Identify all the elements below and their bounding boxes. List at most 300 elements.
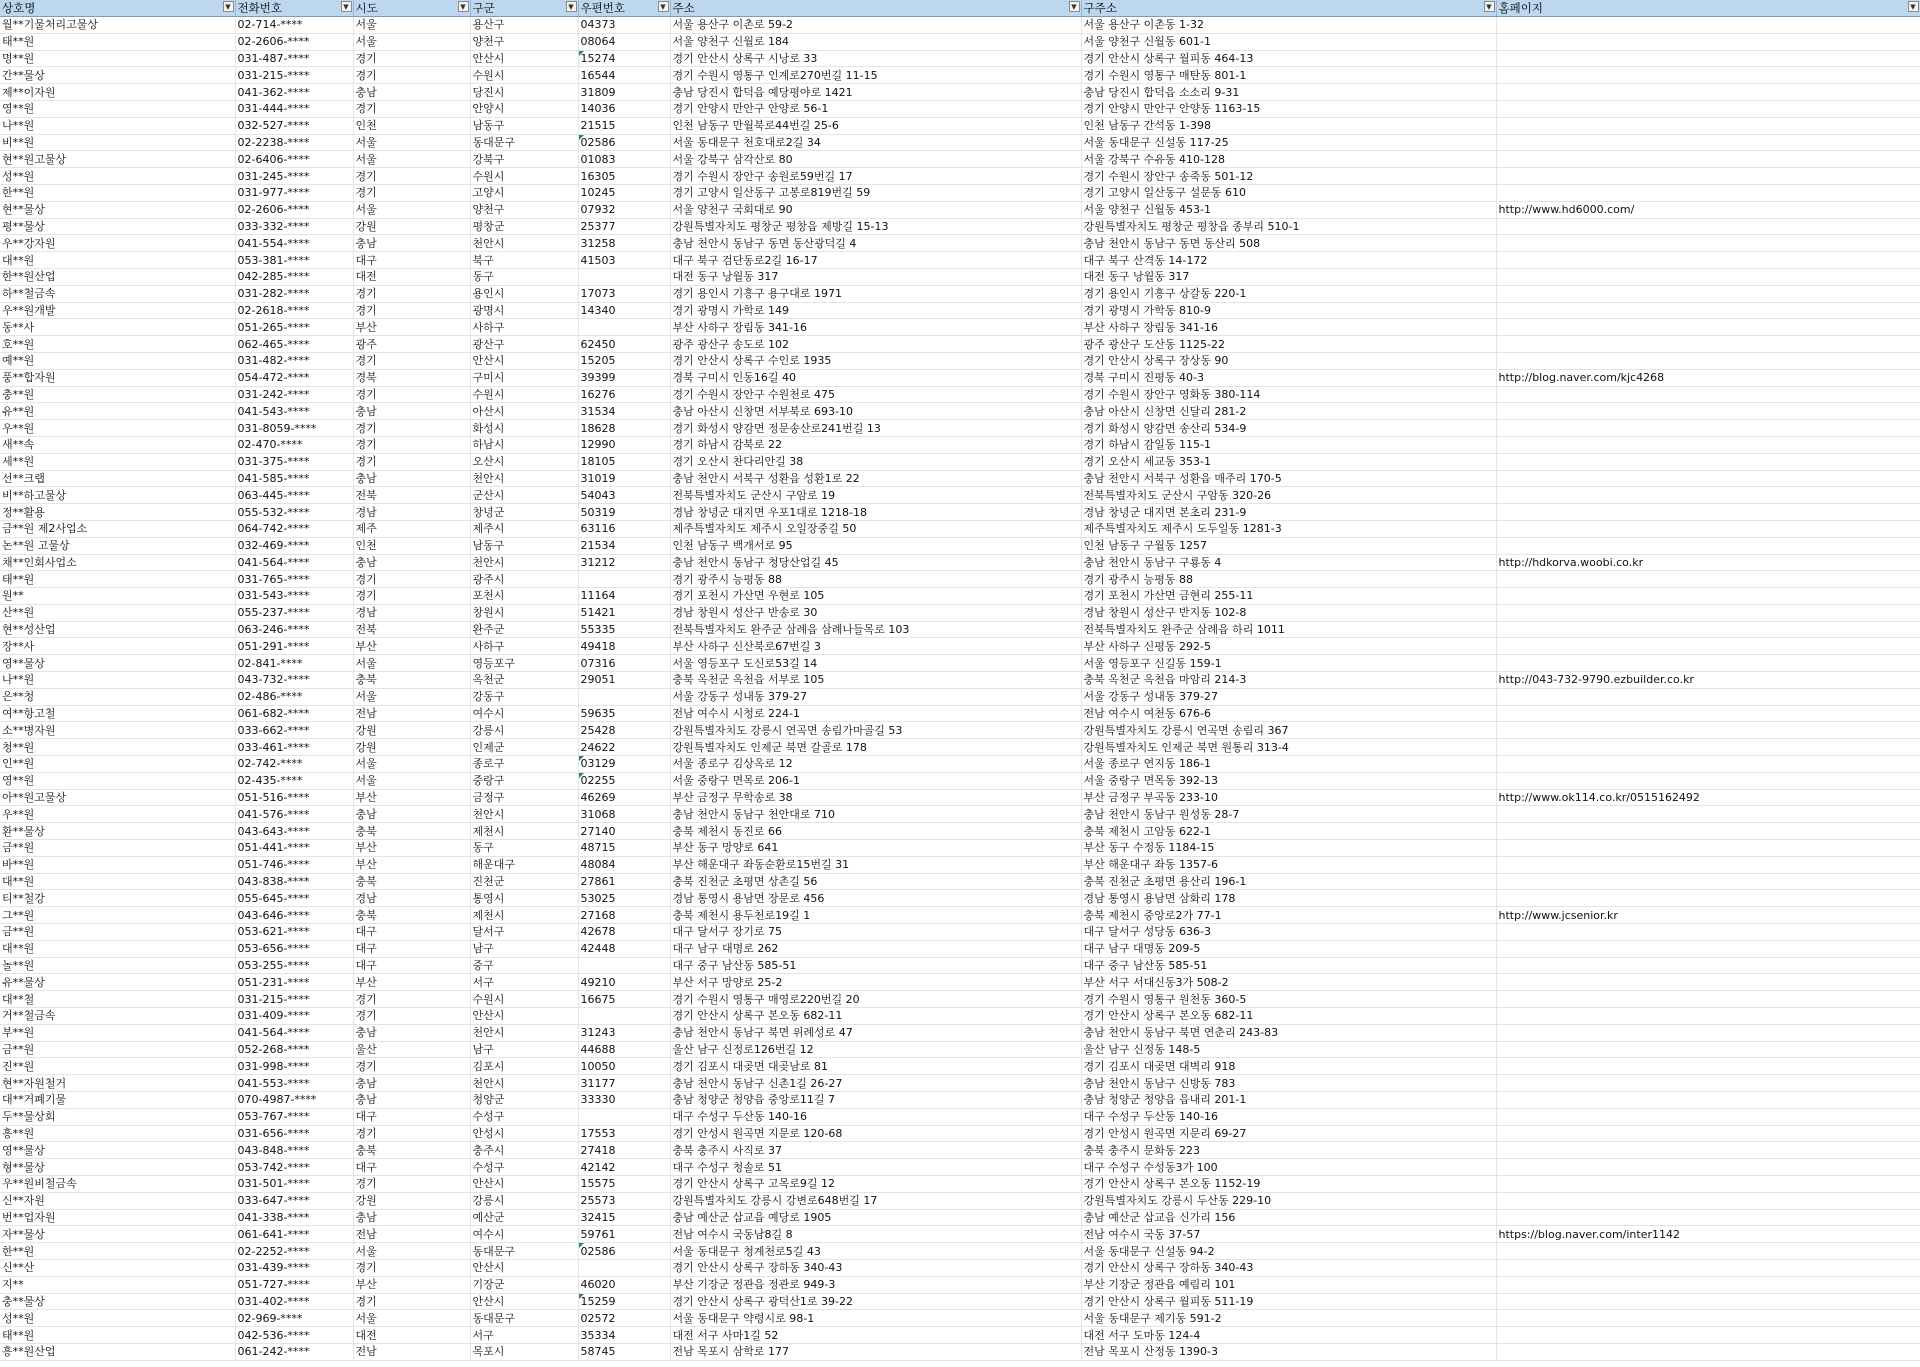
cell-phone[interactable]: 02-2606-**** xyxy=(235,33,353,50)
cell-address[interactable]: 경기 수원시 장안구 수원천로 475 xyxy=(670,386,1081,403)
cell-name[interactable]: 논**원 고물상 xyxy=(0,537,235,554)
cell-old-address[interactable]: 경기 화성시 양감면 송산리 534-9 xyxy=(1081,420,1496,437)
cell-old-address[interactable]: 인천 남동구 구월동 1257 xyxy=(1081,537,1496,554)
cell-zipcode[interactable]: 10050 xyxy=(578,1058,670,1075)
cell-province[interactable]: 전남 xyxy=(353,705,470,722)
cell-phone[interactable]: 043-646-**** xyxy=(235,907,353,924)
cell-district[interactable]: 천안시 xyxy=(470,1075,578,1092)
cell-province[interactable]: 서울 xyxy=(353,151,470,168)
cell-phone[interactable]: 041-362-**** xyxy=(235,84,353,101)
cell-name[interactable]: 우**원 xyxy=(0,806,235,823)
cell-name[interactable]: 자**물상 xyxy=(0,1226,235,1243)
cell-homepage[interactable]: https://blog.naver.com/inter1142 xyxy=(1496,1226,1920,1243)
cell-district[interactable]: 달서구 xyxy=(470,924,578,941)
cell-homepage[interactable] xyxy=(1496,1243,1920,1260)
cell-old-address[interactable]: 충북 옥천군 옥천읍 마암리 214-3 xyxy=(1081,672,1496,689)
cell-district[interactable]: 완주군 xyxy=(470,621,578,638)
cell-name[interactable]: 금**원 xyxy=(0,840,235,857)
cell-district[interactable]: 강릉시 xyxy=(470,722,578,739)
cell-old-address[interactable]: 서울 동대문구 제기동 591-2 xyxy=(1081,1310,1496,1327)
cell-name[interactable]: 금**원 제2사업소 xyxy=(0,520,235,537)
cell-district[interactable]: 동구 xyxy=(470,840,578,857)
cell-name[interactable]: 영**물상 xyxy=(0,1142,235,1159)
column-header-address[interactable] xyxy=(670,0,1081,17)
cell-zipcode[interactable]: 16544 xyxy=(578,67,670,84)
cell-district[interactable]: 해운대구 xyxy=(470,856,578,873)
cell-district[interactable]: 통영시 xyxy=(470,890,578,907)
cell-zipcode[interactable]: 14340 xyxy=(578,302,670,319)
cell-address[interactable]: 경기 안산시 상록구 수인로 1935 xyxy=(670,352,1081,369)
cell-old-address[interactable]: 전북특별자치도 완주군 삼례읍 하리 1011 xyxy=(1081,621,1496,638)
cell-homepage[interactable] xyxy=(1496,940,1920,957)
cell-homepage[interactable] xyxy=(1496,285,1920,302)
cell-province[interactable]: 강원 xyxy=(353,722,470,739)
cell-province[interactable]: 대구 xyxy=(353,1159,470,1176)
cell-homepage[interactable] xyxy=(1496,1108,1920,1125)
cell-district[interactable]: 남구 xyxy=(470,940,578,957)
cell-zipcode[interactable]: 31212 xyxy=(578,554,670,571)
cell-name[interactable]: 은**청 xyxy=(0,688,235,705)
cell-province[interactable]: 강원 xyxy=(353,739,470,756)
cell-old-address[interactable]: 경기 안산시 상록구 본오동 1152-19 xyxy=(1081,1175,1496,1192)
cell-zipcode[interactable]: 15205 xyxy=(578,352,670,369)
cell-name[interactable]: 부**원 xyxy=(0,1024,235,1041)
cell-name[interactable]: 비**하고물상 xyxy=(0,487,235,504)
cell-zipcode[interactable]: 25377 xyxy=(578,218,670,235)
cell-phone[interactable]: 031-402-**** xyxy=(235,1293,353,1310)
cell-phone[interactable]: 041-576-**** xyxy=(235,806,353,823)
cell-district[interactable]: 김포시 xyxy=(470,1058,578,1075)
cell-phone[interactable]: 070-4987-**** xyxy=(235,1092,353,1109)
cell-zipcode[interactable]: 31809 xyxy=(578,84,670,101)
cell-province[interactable]: 경북 xyxy=(353,369,470,386)
cell-old-address[interactable]: 경남 창원시 성산구 반지동 102-8 xyxy=(1081,604,1496,621)
cell-province[interactable]: 부산 xyxy=(353,638,470,655)
cell-name[interactable]: 흥**원 xyxy=(0,1125,235,1142)
cell-phone[interactable]: 031-543-**** xyxy=(235,588,353,605)
cell-district[interactable]: 제천시 xyxy=(470,823,578,840)
cell-homepage[interactable] xyxy=(1496,537,1920,554)
cell-province[interactable]: 충남 xyxy=(353,235,470,252)
cell-name[interactable]: 우**원 xyxy=(0,420,235,437)
cell-district[interactable]: 동대문구 xyxy=(470,1310,578,1327)
cell-address[interactable]: 대구 남구 대명로 262 xyxy=(670,940,1081,957)
cell-homepage[interactable]: http://www.hd6000.com/ xyxy=(1496,201,1920,218)
cell-phone[interactable]: 043-643-**** xyxy=(235,823,353,840)
cell-phone[interactable]: 042-536-**** xyxy=(235,1327,353,1344)
cell-zipcode[interactable]: 46269 xyxy=(578,789,670,806)
cell-homepage[interactable] xyxy=(1496,1293,1920,1310)
cell-homepage[interactable] xyxy=(1496,453,1920,470)
cell-address[interactable]: 경기 안산시 상록구 고목로9길 12 xyxy=(670,1175,1081,1192)
cell-name[interactable]: 인**원 xyxy=(0,756,235,773)
cell-address[interactable]: 충북 제천시 동진로 66 xyxy=(670,823,1081,840)
cell-address[interactable]: 경기 안양시 만안구 안양로 56-1 xyxy=(670,100,1081,117)
cell-homepage[interactable] xyxy=(1496,184,1920,201)
cell-province[interactable]: 인천 xyxy=(353,537,470,554)
cell-phone[interactable]: 051-265-**** xyxy=(235,319,353,336)
cell-zipcode[interactable]: 25428 xyxy=(578,722,670,739)
cell-district[interactable]: 중구 xyxy=(470,957,578,974)
cell-district[interactable]: 수성구 xyxy=(470,1159,578,1176)
cell-old-address[interactable]: 경기 안산시 상록구 월피동 464-13 xyxy=(1081,50,1496,67)
cell-zipcode[interactable]: 27861 xyxy=(578,873,670,890)
cell-homepage[interactable] xyxy=(1496,67,1920,84)
cell-phone[interactable]: 041-554-**** xyxy=(235,235,353,252)
cell-old-address[interactable]: 대구 중구 남산동 585-51 xyxy=(1081,957,1496,974)
cell-phone[interactable]: 031-487-**** xyxy=(235,50,353,67)
cell-name[interactable]: 한**원산업 xyxy=(0,268,235,285)
cell-address[interactable]: 경기 광명시 가학로 149 xyxy=(670,302,1081,319)
cell-zipcode[interactable]: 18628 xyxy=(578,420,670,437)
cell-district[interactable]: 강릉시 xyxy=(470,1192,578,1209)
cell-district[interactable]: 안산시 xyxy=(470,1175,578,1192)
cell-district[interactable]: 안산시 xyxy=(470,50,578,67)
cell-province[interactable]: 충남 xyxy=(353,554,470,571)
cell-homepage[interactable] xyxy=(1496,655,1920,672)
cell-province[interactable]: 경남 xyxy=(353,890,470,907)
cell-province[interactable]: 경기 xyxy=(353,386,470,403)
cell-zipcode[interactable]: 59635 xyxy=(578,705,670,722)
cell-zipcode[interactable]: 27168 xyxy=(578,907,670,924)
column-header-homepage[interactable] xyxy=(1496,0,1920,17)
cell-province[interactable]: 충남 xyxy=(353,806,470,823)
cell-zipcode[interactable]: 53025 xyxy=(578,890,670,907)
cell-phone[interactable]: 031-439-**** xyxy=(235,1259,353,1276)
cell-province[interactable]: 대구 xyxy=(353,940,470,957)
cell-phone[interactable]: 031-8059-**** xyxy=(235,420,353,437)
cell-name[interactable]: 놀**원 xyxy=(0,957,235,974)
cell-name[interactable]: 청**원 xyxy=(0,739,235,756)
cell-phone[interactable]: 055-532-**** xyxy=(235,504,353,521)
cell-old-address[interactable]: 서울 양천구 신월동 453-1 xyxy=(1081,201,1496,218)
cell-district[interactable]: 강동구 xyxy=(470,688,578,705)
cell-zipcode[interactable]: 02255 xyxy=(578,772,670,789)
cell-province[interactable]: 충남 xyxy=(353,84,470,101)
cell-phone[interactable]: 02-2238-**** xyxy=(235,134,353,151)
cell-province[interactable]: 경기 xyxy=(353,588,470,605)
cell-address[interactable]: 대전 동구 낭월동 317 xyxy=(670,268,1081,285)
cell-district[interactable]: 서구 xyxy=(470,974,578,991)
cell-phone[interactable]: 031-998-**** xyxy=(235,1058,353,1075)
cell-phone[interactable]: 051-746-**** xyxy=(235,856,353,873)
cell-address[interactable]: 서울 영등포구 도신로53길 14 xyxy=(670,655,1081,672)
cell-zipcode[interactable]: 63116 xyxy=(578,520,670,537)
cell-phone[interactable]: 031-482-**** xyxy=(235,352,353,369)
cell-phone[interactable]: 031-409-**** xyxy=(235,1008,353,1025)
cell-name[interactable]: 대**거폐기물 xyxy=(0,1092,235,1109)
cell-phone[interactable]: 033-332-**** xyxy=(235,218,353,235)
cell-old-address[interactable]: 대전 동구 낭월동 317 xyxy=(1081,268,1496,285)
cell-phone[interactable]: 053-767-**** xyxy=(235,1108,353,1125)
cell-name[interactable]: 지** xyxy=(0,1276,235,1293)
cell-province[interactable]: 대구 xyxy=(353,1108,470,1125)
cell-address[interactable]: 서울 강동구 성내동 379-27 xyxy=(670,688,1081,705)
cell-district[interactable]: 광명시 xyxy=(470,302,578,319)
cell-province[interactable]: 충북 xyxy=(353,1142,470,1159)
cell-zipcode[interactable]: 31534 xyxy=(578,403,670,420)
cell-province[interactable]: 대전 xyxy=(353,1327,470,1344)
cell-district[interactable]: 천안시 xyxy=(470,806,578,823)
cell-phone[interactable]: 042-285-**** xyxy=(235,268,353,285)
cell-old-address[interactable]: 대전 서구 도마동 124-4 xyxy=(1081,1327,1496,1344)
cell-district[interactable]: 제주시 xyxy=(470,520,578,537)
cell-name[interactable]: 우**원개발 xyxy=(0,302,235,319)
cell-homepage[interactable] xyxy=(1496,588,1920,605)
cell-phone[interactable]: 02-2252-**** xyxy=(235,1243,353,1260)
cell-old-address[interactable]: 서울 영등포구 신길동 159-1 xyxy=(1081,655,1496,672)
cell-name[interactable]: 거**철금속 xyxy=(0,1008,235,1025)
cell-phone[interactable]: 055-237-**** xyxy=(235,604,353,621)
cell-zipcode[interactable]: 18105 xyxy=(578,453,670,470)
cell-district[interactable]: 충주시 xyxy=(470,1142,578,1159)
cell-phone[interactable]: 02-714-**** xyxy=(235,17,353,34)
cell-zipcode[interactable] xyxy=(578,268,670,285)
cell-address[interactable]: 서울 양천구 국회대로 90 xyxy=(670,201,1081,218)
cell-province[interactable]: 울산 xyxy=(353,1041,470,1058)
cell-zipcode[interactable]: 14036 xyxy=(578,100,670,117)
cell-homepage[interactable] xyxy=(1496,974,1920,991)
cell-homepage[interactable] xyxy=(1496,705,1920,722)
cell-homepage[interactable] xyxy=(1496,252,1920,269)
cell-district[interactable]: 서구 xyxy=(470,1327,578,1344)
cell-old-address[interactable]: 인천 남동구 간석동 1-398 xyxy=(1081,117,1496,134)
cell-old-address[interactable]: 부산 해운대구 좌동 1357-6 xyxy=(1081,856,1496,873)
cell-address[interactable]: 경기 안성시 원곡면 지문로 120-68 xyxy=(670,1125,1081,1142)
cell-address[interactable]: 부산 기장군 정관읍 정관로 949-3 xyxy=(670,1276,1081,1293)
cell-province[interactable]: 경남 xyxy=(353,604,470,621)
cell-old-address[interactable]: 부산 기장군 정관읍 예림리 101 xyxy=(1081,1276,1496,1293)
cell-phone[interactable]: 064-742-**** xyxy=(235,520,353,537)
cell-phone[interactable]: 032-469-**** xyxy=(235,537,353,554)
cell-district[interactable]: 안산시 xyxy=(470,1008,578,1025)
cell-phone[interactable]: 02-435-**** xyxy=(235,772,353,789)
cell-address[interactable]: 전남 여수시 국동남8길 8 xyxy=(670,1226,1081,1243)
cell-phone[interactable]: 051-291-**** xyxy=(235,638,353,655)
cell-homepage[interactable] xyxy=(1496,100,1920,117)
cell-district[interactable]: 양천구 xyxy=(470,201,578,218)
cell-homepage[interactable] xyxy=(1496,1327,1920,1344)
cell-old-address[interactable]: 경기 하남시 감일동 115-1 xyxy=(1081,436,1496,453)
cell-district[interactable]: 수원시 xyxy=(470,67,578,84)
cell-homepage[interactable] xyxy=(1496,756,1920,773)
cell-name[interactable]: 장**사 xyxy=(0,638,235,655)
cell-phone[interactable]: 041-543-**** xyxy=(235,403,353,420)
cell-old-address[interactable]: 경기 안성시 원곡면 지문리 69-27 xyxy=(1081,1125,1496,1142)
cell-phone[interactable]: 061-682-**** xyxy=(235,705,353,722)
cell-name[interactable]: 동**사 xyxy=(0,319,235,336)
cell-province[interactable]: 경남 xyxy=(353,504,470,521)
cell-homepage[interactable] xyxy=(1496,1008,1920,1025)
cell-district[interactable]: 옥천군 xyxy=(470,672,578,689)
cell-zipcode[interactable]: 21534 xyxy=(578,537,670,554)
cell-phone[interactable]: 062-465-**** xyxy=(235,336,353,353)
cell-address[interactable]: 인천 남동구 만월북로44번길 25-6 xyxy=(670,117,1081,134)
cell-phone[interactable]: 061-242-**** xyxy=(235,1343,353,1360)
cell-homepage[interactable] xyxy=(1496,957,1920,974)
cell-province[interactable]: 경기 xyxy=(353,991,470,1008)
cell-address[interactable]: 경기 수원시 영통구 매영로220번길 20 xyxy=(670,991,1081,1008)
cell-old-address[interactable]: 서울 강북구 수유동 410-128 xyxy=(1081,151,1496,168)
cell-homepage[interactable] xyxy=(1496,168,1920,185)
cell-district[interactable]: 예산군 xyxy=(470,1209,578,1226)
cell-phone[interactable]: 031-977-**** xyxy=(235,184,353,201)
cell-province[interactable]: 충남 xyxy=(353,470,470,487)
cell-old-address[interactable]: 경기 오산시 세교동 353-1 xyxy=(1081,453,1496,470)
cell-old-address[interactable]: 서울 강동구 성내동 379-27 xyxy=(1081,688,1496,705)
cell-name[interactable]: 나**원 xyxy=(0,117,235,134)
cell-phone[interactable]: 033-647-**** xyxy=(235,1192,353,1209)
cell-old-address[interactable]: 강원특별자치도 강릉시 연곡면 송림리 367 xyxy=(1081,722,1496,739)
cell-phone[interactable]: 053-656-**** xyxy=(235,940,353,957)
cell-district[interactable]: 용인시 xyxy=(470,285,578,302)
cell-province[interactable]: 강원 xyxy=(353,1192,470,1209)
cell-zipcode[interactable]: 35334 xyxy=(578,1327,670,1344)
cell-district[interactable]: 천안시 xyxy=(470,554,578,571)
cell-zipcode[interactable]: 08064 xyxy=(578,33,670,50)
cell-district[interactable]: 목포시 xyxy=(470,1343,578,1360)
cell-old-address[interactable]: 경기 고양시 일산동구 설문동 610 xyxy=(1081,184,1496,201)
cell-old-address[interactable]: 충북 제천시 중앙로2가 77-1 xyxy=(1081,907,1496,924)
column-header-old-address[interactable] xyxy=(1081,0,1496,17)
cell-district[interactable]: 양천구 xyxy=(470,33,578,50)
cell-phone[interactable]: 043-732-**** xyxy=(235,672,353,689)
cell-province[interactable]: 전남 xyxy=(353,1343,470,1360)
cell-homepage[interactable] xyxy=(1496,1058,1920,1075)
cell-old-address[interactable]: 경기 김포시 대곶면 대벽리 918 xyxy=(1081,1058,1496,1075)
cell-district[interactable]: 여수시 xyxy=(470,1226,578,1243)
cell-homepage[interactable]: http://www.jcsenior.kr xyxy=(1496,907,1920,924)
cell-name[interactable]: 대**원 xyxy=(0,873,235,890)
cell-homepage[interactable] xyxy=(1496,806,1920,823)
cell-province[interactable]: 부산 xyxy=(353,789,470,806)
cell-old-address[interactable]: 경기 안산시 상록구 장상동 90 xyxy=(1081,352,1496,369)
cell-old-address[interactable]: 경기 안산시 상록구 본오동 682-11 xyxy=(1081,1008,1496,1025)
cell-province[interactable]: 전북 xyxy=(353,621,470,638)
cell-homepage[interactable] xyxy=(1496,1343,1920,1360)
cell-old-address[interactable]: 충북 진천군 초평면 용산리 196-1 xyxy=(1081,873,1496,890)
cell-phone[interactable]: 051-727-**** xyxy=(235,1276,353,1293)
cell-phone[interactable]: 041-585-**** xyxy=(235,470,353,487)
cell-name[interactable]: 충**물상 xyxy=(0,1293,235,1310)
cell-old-address[interactable]: 충남 천안시 동남구 신방동 783 xyxy=(1081,1075,1496,1092)
cell-homepage[interactable] xyxy=(1496,1142,1920,1159)
cell-name[interactable]: 태**원 xyxy=(0,571,235,588)
cell-address[interactable]: 경기 안산시 상록구 장하동 340-43 xyxy=(670,1259,1081,1276)
cell-province[interactable]: 서울 xyxy=(353,772,470,789)
cell-phone[interactable]: 031-215-**** xyxy=(235,991,353,1008)
cell-homepage[interactable] xyxy=(1496,386,1920,403)
cell-address[interactable]: 대전 서구 사마1길 52 xyxy=(670,1327,1081,1344)
cell-province[interactable]: 경기 xyxy=(353,285,470,302)
cell-phone[interactable]: 053-621-**** xyxy=(235,924,353,941)
cell-zipcode[interactable]: 42448 xyxy=(578,940,670,957)
cell-homepage[interactable] xyxy=(1496,420,1920,437)
cell-address[interactable]: 충남 당진시 합덕읍 예당평야로 1421 xyxy=(670,84,1081,101)
cell-district[interactable]: 청양군 xyxy=(470,1092,578,1109)
cell-homepage[interactable] xyxy=(1496,688,1920,705)
cell-name[interactable]: 예**원 xyxy=(0,352,235,369)
cell-name[interactable]: 번**업자원 xyxy=(0,1209,235,1226)
cell-province[interactable]: 경기 xyxy=(353,352,470,369)
cell-homepage[interactable] xyxy=(1496,890,1920,907)
cell-province[interactable]: 광주 xyxy=(353,336,470,353)
cell-province[interactable]: 서울 xyxy=(353,1310,470,1327)
cell-homepage[interactable] xyxy=(1496,403,1920,420)
cell-name[interactable]: 월**기물처리고물상 xyxy=(0,17,235,34)
cell-zipcode[interactable]: 03129 xyxy=(578,756,670,773)
cell-address[interactable]: 경남 통영시 용남면 장문로 456 xyxy=(670,890,1081,907)
cell-old-address[interactable]: 경기 포천시 가산면 금현리 255-11 xyxy=(1081,588,1496,605)
cell-homepage[interactable] xyxy=(1496,218,1920,235)
cell-province[interactable]: 충남 xyxy=(353,1075,470,1092)
cell-name[interactable]: 대**원 xyxy=(0,252,235,269)
cell-homepage[interactable] xyxy=(1496,1041,1920,1058)
cell-province[interactable]: 경기 xyxy=(353,1259,470,1276)
cell-zipcode[interactable]: 02572 xyxy=(578,1310,670,1327)
cell-province[interactable]: 경기 xyxy=(353,50,470,67)
cell-phone[interactable]: 02-470-**** xyxy=(235,436,353,453)
cell-province[interactable]: 서울 xyxy=(353,1243,470,1260)
cell-phone[interactable]: 043-838-**** xyxy=(235,873,353,890)
cell-address[interactable]: 경기 김포시 대곶면 대곶남로 81 xyxy=(670,1058,1081,1075)
cell-name[interactable]: 신**산 xyxy=(0,1259,235,1276)
cell-province[interactable]: 경기 xyxy=(353,1175,470,1192)
cell-name[interactable]: 비**원 xyxy=(0,134,235,151)
cell-name[interactable]: 금**원 xyxy=(0,1041,235,1058)
cell-name[interactable]: 우**원비철금속 xyxy=(0,1175,235,1192)
cell-old-address[interactable]: 서울 종로구 연지동 186-1 xyxy=(1081,756,1496,773)
cell-zipcode[interactable]: 16305 xyxy=(578,168,670,185)
cell-old-address[interactable]: 경기 수원시 장안구 영화동 380-114 xyxy=(1081,386,1496,403)
cell-address[interactable]: 부산 사하구 신산북로67번길 3 xyxy=(670,638,1081,655)
cell-zipcode[interactable]: 01083 xyxy=(578,151,670,168)
cell-district[interactable]: 강북구 xyxy=(470,151,578,168)
cell-phone[interactable]: 033-662-**** xyxy=(235,722,353,739)
cell-name[interactable]: 명**원 xyxy=(0,50,235,67)
cell-name[interactable]: 그**원 xyxy=(0,907,235,924)
cell-homepage[interactable] xyxy=(1496,991,1920,1008)
cell-zipcode[interactable] xyxy=(578,1008,670,1025)
cell-homepage[interactable] xyxy=(1496,336,1920,353)
cell-homepage[interactable] xyxy=(1496,84,1920,101)
cell-old-address[interactable]: 경남 통영시 용남면 삼화리 178 xyxy=(1081,890,1496,907)
cell-province[interactable]: 충남 xyxy=(353,1024,470,1041)
cell-address[interactable]: 전남 여수시 시청로 224-1 xyxy=(670,705,1081,722)
cell-zipcode[interactable]: 02586 xyxy=(578,134,670,151)
cell-district[interactable]: 여수시 xyxy=(470,705,578,722)
cell-address[interactable]: 경기 용인시 기흥구 용구대로 1971 xyxy=(670,285,1081,302)
column-header-phone[interactable] xyxy=(235,0,353,17)
cell-province[interactable]: 경기 xyxy=(353,1125,470,1142)
cell-name[interactable]: 성**원 xyxy=(0,1310,235,1327)
cell-zipcode[interactable]: 32415 xyxy=(578,1209,670,1226)
cell-old-address[interactable]: 제주특별자치도 제주시 도두일동 1281-3 xyxy=(1081,520,1496,537)
cell-old-address[interactable]: 서울 양천구 신월동 601-1 xyxy=(1081,33,1496,50)
cell-name[interactable]: 태**원 xyxy=(0,33,235,50)
cell-zipcode[interactable]: 15274 xyxy=(578,50,670,67)
cell-address[interactable]: 경기 하남시 감북로 22 xyxy=(670,436,1081,453)
cell-old-address[interactable]: 경기 수원시 영통구 매탄동 801-1 xyxy=(1081,67,1496,84)
cell-zipcode[interactable]: 15259 xyxy=(578,1293,670,1310)
cell-zipcode[interactable]: 10245 xyxy=(578,184,670,201)
cell-old-address[interactable]: 대구 남구 대명동 209-5 xyxy=(1081,940,1496,957)
cell-zipcode[interactable]: 33330 xyxy=(578,1092,670,1109)
cell-zipcode[interactable]: 39399 xyxy=(578,369,670,386)
cell-name[interactable]: 유**물상 xyxy=(0,974,235,991)
cell-homepage[interactable] xyxy=(1496,604,1920,621)
cell-homepage[interactable] xyxy=(1496,1092,1920,1109)
